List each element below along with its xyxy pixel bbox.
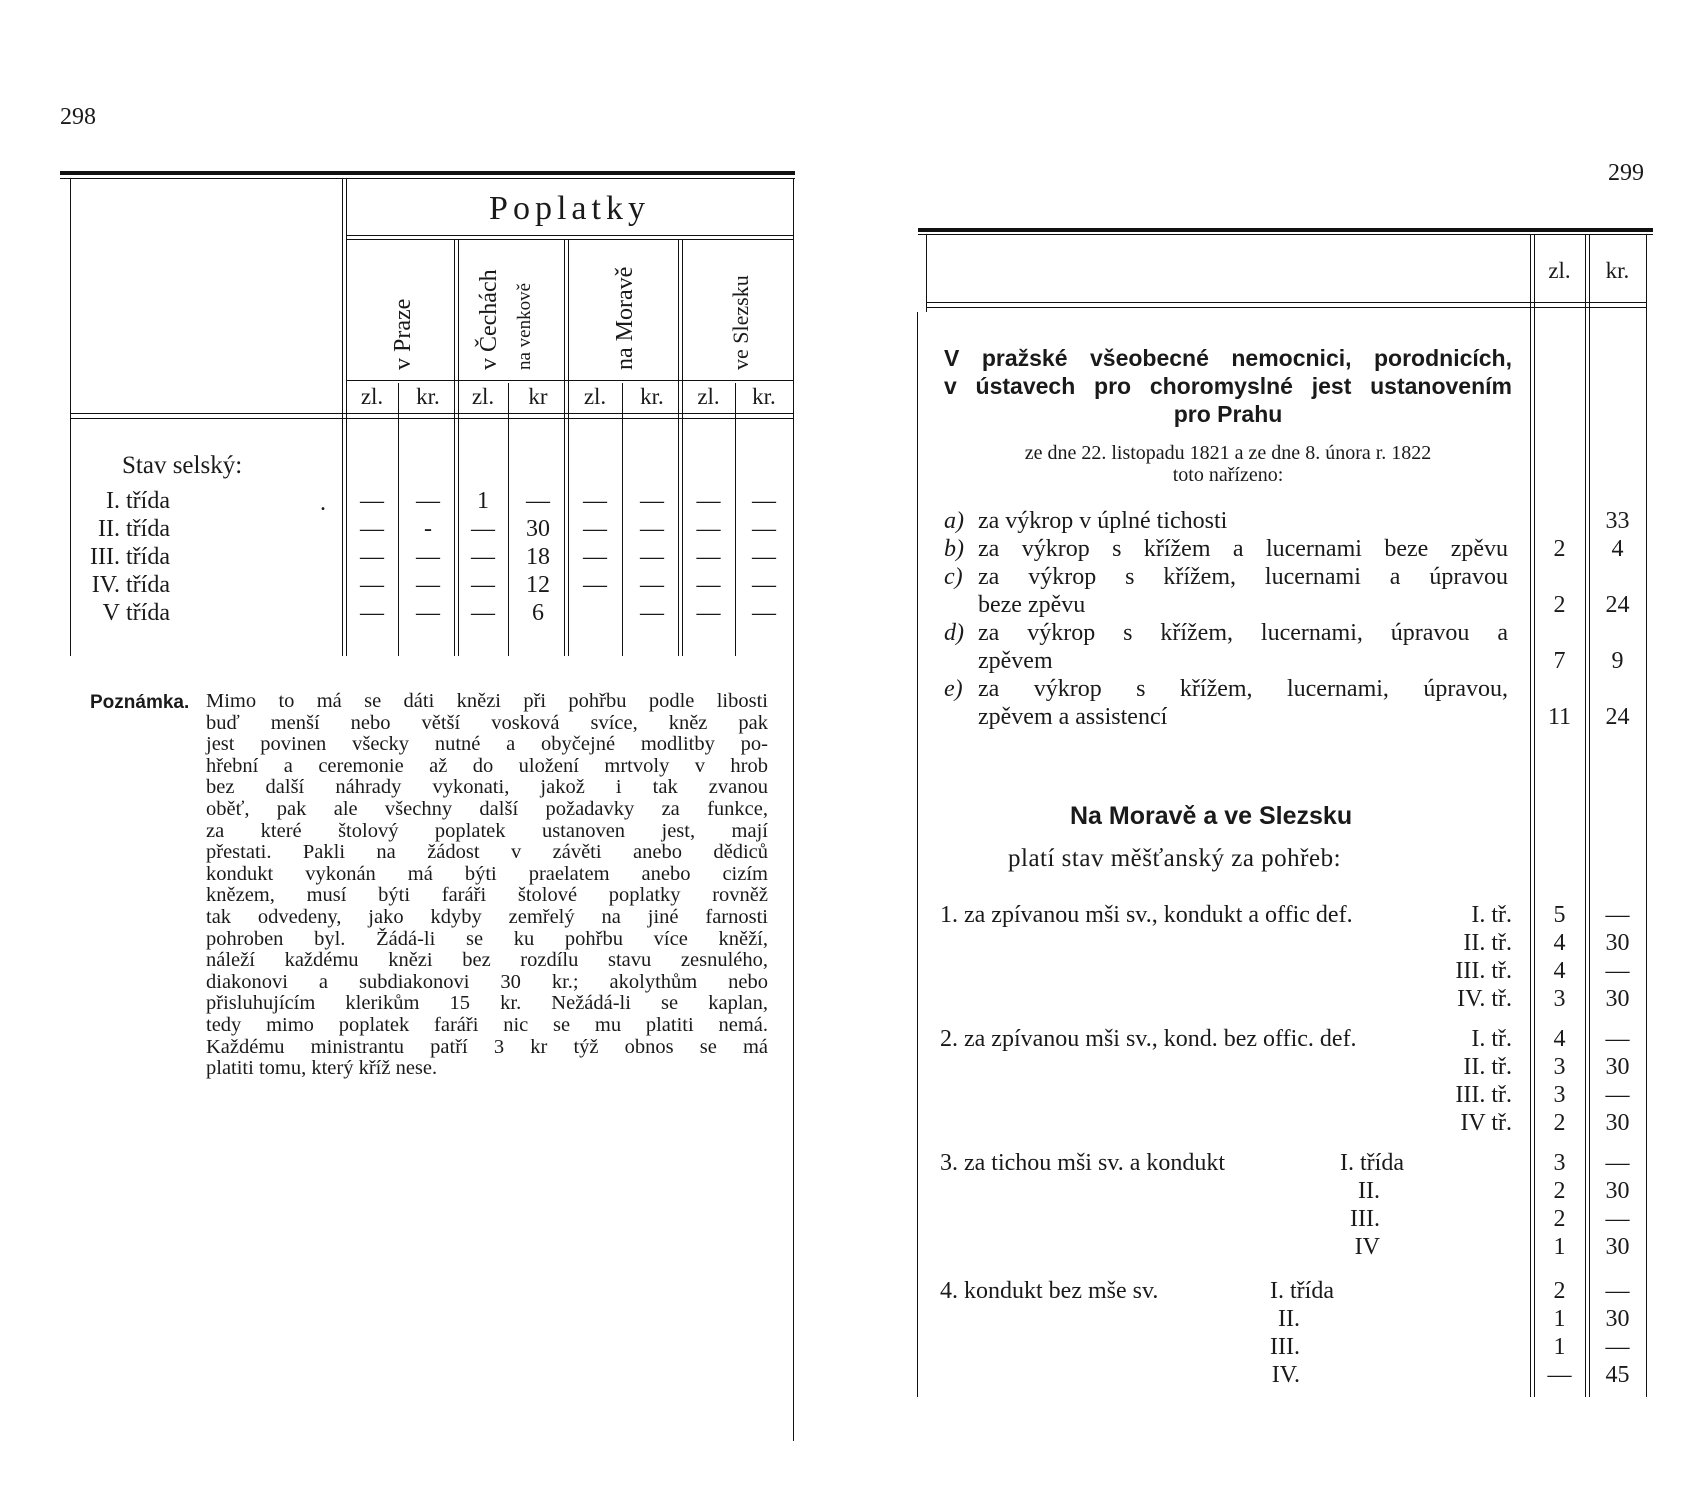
class-label: II. [1358,1178,1380,1204]
kr-col-left [1585,234,1586,1397]
unit-label: zl. [583,384,607,409]
fee-cell: 18 [526,544,550,570]
class-label: III. [1270,1334,1300,1360]
fee-cell: — [416,572,440,598]
fee-cell: — [471,544,495,570]
item-zl: 2 [1553,592,1566,618]
fee-cell: — [640,544,664,570]
note-line: Mimo to má se dáti knězi při pohřbu podle libosti [206,690,768,712]
row-class-word: třída [126,516,170,542]
note-line: kondukt vykonán má býti praelatem anebo cizím [206,862,768,885]
group-title: 2. za zpívanou mši sv., kond. bez offic. def. [940,1026,1357,1052]
right-header-rule2 [926,307,1646,308]
item-kr: 4 [1611,536,1624,562]
item-zl: 7 [1553,648,1566,674]
row-class-word: třída [126,488,170,514]
item-text-line: zpěvem a assistencí [978,704,1168,730]
fees-header-rule2 [346,239,793,240]
leader-dot: . [320,490,326,516]
fee-cell: — [360,600,384,626]
group-zl: 2 [1553,1178,1566,1204]
group-zl: 2 [1553,1110,1566,1136]
fee-cell: — [696,488,721,514]
group-kr: 30 [1605,1178,1630,1204]
class-label: I. třída [1340,1150,1404,1176]
unit-label: zl. [697,384,720,409]
item-zl: 11 [1547,704,1572,730]
note-line: náleží každému knězi bez rozdílu stavu zesnulého, [206,949,768,972]
fee-cell: — [640,600,664,626]
heading-line: v ústavech pro choromyslné jest ustanovením [944,373,1512,399]
row-class-numeral: V [102,600,120,626]
class-label: IV [1354,1234,1380,1260]
top-rule [60,171,795,175]
group-zl: 1 [1553,1306,1566,1332]
group-kr: — [1605,902,1630,928]
item-text-line: zpěvem [978,648,1053,674]
fee-cell: — [583,488,607,514]
class-label: I. třída [1270,1278,1334,1304]
note-line: oběť, pak ale všechny další požadavky za funkce, [206,797,768,820]
group-kr: — [1605,1082,1630,1108]
heading-line: V pražské všeobecné nemocnici, porodnicích, [944,345,1512,371]
fees-header: Poplatky [489,190,650,227]
item-zl: 2 [1553,536,1566,562]
group-title: 3. za tichou mši sv. a kondukt [940,1150,1226,1176]
group-zl: 3 [1553,1150,1566,1176]
group-zl: 1 [1553,1334,1566,1360]
unit-label: kr. [416,384,440,409]
fee-cell: — [526,488,550,514]
class-label: II. tř. [1463,930,1512,956]
fee-cell: — [696,516,721,542]
unit-label: kr. [640,384,664,409]
group-kr: 30 [1605,1306,1630,1332]
right-left-border-low [917,312,918,1397]
group-zl: 4 [1553,1026,1566,1052]
fee-cell: — [416,544,440,570]
unit-label: zl. [360,384,384,409]
fee-cell: — [416,600,440,626]
units-bottom-rule2 [70,418,793,419]
class-label: I. tř. [1471,902,1512,928]
col-header-kr: kr. [1605,258,1630,283]
class-label: IV tř. [1460,1110,1512,1136]
region-label-morava: na Moravě [612,266,638,370]
section-subtitle: platí stav měšťanský za pohřeb: [1008,845,1342,872]
unit-label: kr [528,384,548,409]
right-top-rule [918,228,1653,232]
row-class-word: třída [126,572,170,598]
page-number-left: 298 [60,104,96,130]
fee-cell: — [360,544,384,570]
fee-cell: — [752,488,776,514]
row-class-word: třída [126,600,170,626]
note-line: přestati. Pakli na žádost v závěti anebo dědiců [206,841,768,864]
item-kr: 24 [1605,592,1630,618]
item-kr: 9 [1611,648,1624,674]
units-top-rule [346,380,793,381]
class-label: III. tř. [1455,958,1512,984]
note-line: přisluhujícím klerikům 15 kr. Nežádá-li se kaplan, [206,992,768,1015]
item-mark: c) [944,564,963,590]
fee-cell: — [696,572,721,598]
group-kr: — [1605,1150,1630,1176]
item-text-line: za výkrop v úplné tichosti [978,508,1228,534]
note-line: hřební a ceremonie až do uložení mrtvoly v hrob [206,754,768,777]
note-text [206,691,768,1080]
fee-cell: — [640,572,664,598]
fee-cell: — [360,516,384,542]
fee-cell: 12 [526,572,550,598]
table-left-border [70,178,71,656]
decree-line: ze dne 22. listopadu 1821 a ze dne 8. února r. 1822 [1024,442,1432,464]
item-text-line: za výkrop s křížem, lucernami, úpravou a [978,620,1508,646]
region-label-cechy-2: na venkově [514,282,535,370]
note-line: buď menší nebo větší vosková svíce, kněz pak [206,711,768,734]
fee-cell: — [471,600,495,626]
note-line: Každému ministrantu patří 3 kr týž obnos se má [206,1035,768,1058]
note-line: diakonovi a subdiakonovi 30 kr.; akolythům nebo [206,970,768,993]
fee-cell: — [471,516,495,542]
note-line: knězem, musí býti faráři štolové poplatky rovněž [206,884,768,907]
group-zl: 2 [1553,1206,1566,1232]
group-kr: — [1605,1334,1630,1360]
note-line: pohroben byl. Žádá-li se ku pohřbu více kněží, [206,927,768,950]
region-label-slezsko: ve Slezsku [728,275,753,370]
col-header-zl: zl. [1548,258,1571,283]
note-line: jest povinen všecky nutné a obyčejné modlitby po- [206,733,768,756]
fee-cell: 1 [477,488,489,514]
item-kr: 24 [1605,704,1630,730]
group-kr: 45 [1605,1362,1630,1388]
fee-cell: - [424,516,432,542]
fee-cell: 6 [532,600,544,626]
row-class-numeral: III. [90,544,120,570]
fee-cell: — [640,488,664,514]
class-label: IV. [1271,1362,1300,1388]
fee-cell: — [752,544,776,570]
note-line: tedy mimo poplatek faráři nic se mu platiti nemá. [206,1013,768,1036]
fee-cell: — [583,544,607,570]
item-text-line: za výkrop s křížem a lucernami beze zpěvu [978,536,1508,562]
row-class-numeral: I. [106,488,120,514]
group-kr: — [1605,1026,1630,1052]
group-zl: 4 [1553,930,1566,956]
item-mark: e) [944,676,963,702]
fee-cell: 30 [526,516,550,542]
row-class-word: třída [126,544,170,570]
group-label-stav-selsky: Stav selský: [122,452,243,479]
class-label: II. [1278,1306,1300,1332]
fee-cell: — [360,572,384,598]
heading-line: pro Prahu [1173,401,1283,427]
decree-line: toto nařízeno: [1172,464,1284,486]
right-right-border [1646,234,1647,1397]
note-line: platiti tomu, který kříž nese. [206,1057,438,1080]
unit-label: zl. [471,384,495,409]
row-class-numeral: IV. [91,572,120,598]
item-mark: b) [944,536,964,562]
group-kr: 30 [1605,1234,1630,1260]
group-kr: 30 [1605,1054,1630,1080]
class-label: III. [1350,1206,1380,1232]
region-label-cechy-1: v Čechách [476,269,502,370]
class-label: II. tř. [1463,1054,1512,1080]
group-title: 4. kondukt bez mše sv. [940,1278,1159,1304]
group-zl: 1 [1553,1234,1566,1260]
fee-cell: — [752,516,776,542]
group-kr: 30 [1605,986,1630,1012]
class-label: I. tř. [1471,1026,1512,1052]
item-text-line: za výkrop s křížem, lucernami a úpravou [978,564,1508,590]
page-number-right: 299 [1608,160,1644,186]
note-line: za které štolový poplatek ustanoven jest, mají [206,819,768,842]
item-kr: 33 [1605,508,1630,534]
group-kr: 30 [1605,930,1630,956]
group-zl: 3 [1553,1082,1566,1108]
item-mark: d) [944,620,964,646]
group-zl: 2 [1553,1278,1566,1304]
group-kr: — [1605,1206,1630,1232]
group-zl: 3 [1553,1054,1566,1080]
group-kr: — [1605,958,1630,984]
right-top-rule-thin [918,234,1653,235]
note-line: bez další náhrady vykonati, jakož i tak zvanou [206,776,768,799]
units-bottom-rule [70,413,793,414]
fees-header-rule [346,235,793,236]
group-zl: — [1547,1362,1572,1388]
row-class-numeral: II. [98,516,120,542]
fee-cell: — [752,600,776,626]
group-kr: 30 [1605,1110,1630,1136]
note-label: Poznámka. [90,692,190,713]
group-title: 1. za zpívanou mši sv., kondukt a offic def. [940,902,1353,928]
fee-cell: — [471,572,495,598]
class-label: III. tř. [1455,1082,1512,1108]
group-zl: 3 [1553,986,1566,1012]
unit-label: kr. [752,384,776,409]
region-label-praha: v Praze [390,298,416,370]
section-title: Na Moravě a ve Slezsku [1070,802,1353,830]
right-header-rule [926,302,1646,303]
item-mark: a) [944,508,964,534]
group-kr: — [1605,1278,1630,1304]
fee-cell: — [752,572,776,598]
fee-cell: — [583,516,607,542]
fee-cell: — [360,488,384,514]
label-col-sep [342,178,343,656]
fee-cell: — [416,488,440,514]
group-zl: 5 [1553,902,1566,928]
fee-cell: — [640,516,664,542]
fee-cell: — [696,600,721,626]
fee-cell: — [583,572,607,598]
fee-cell: — [696,544,721,570]
right-left-border [926,234,927,312]
group-zl: 4 [1553,958,1566,984]
table-right-border [793,178,794,1441]
top-rule-thin [60,178,795,179]
item-text-line: za výkrop s křížem, lucernami, úpravou, [978,676,1508,702]
note-line: tak odvedeny, jako kdyby zemřelý na jiné farnosti [206,905,768,928]
zl-col-left [1530,234,1531,1397]
class-label: IV. tř. [1457,986,1512,1012]
item-text-line: beze zpěvu [978,592,1086,618]
